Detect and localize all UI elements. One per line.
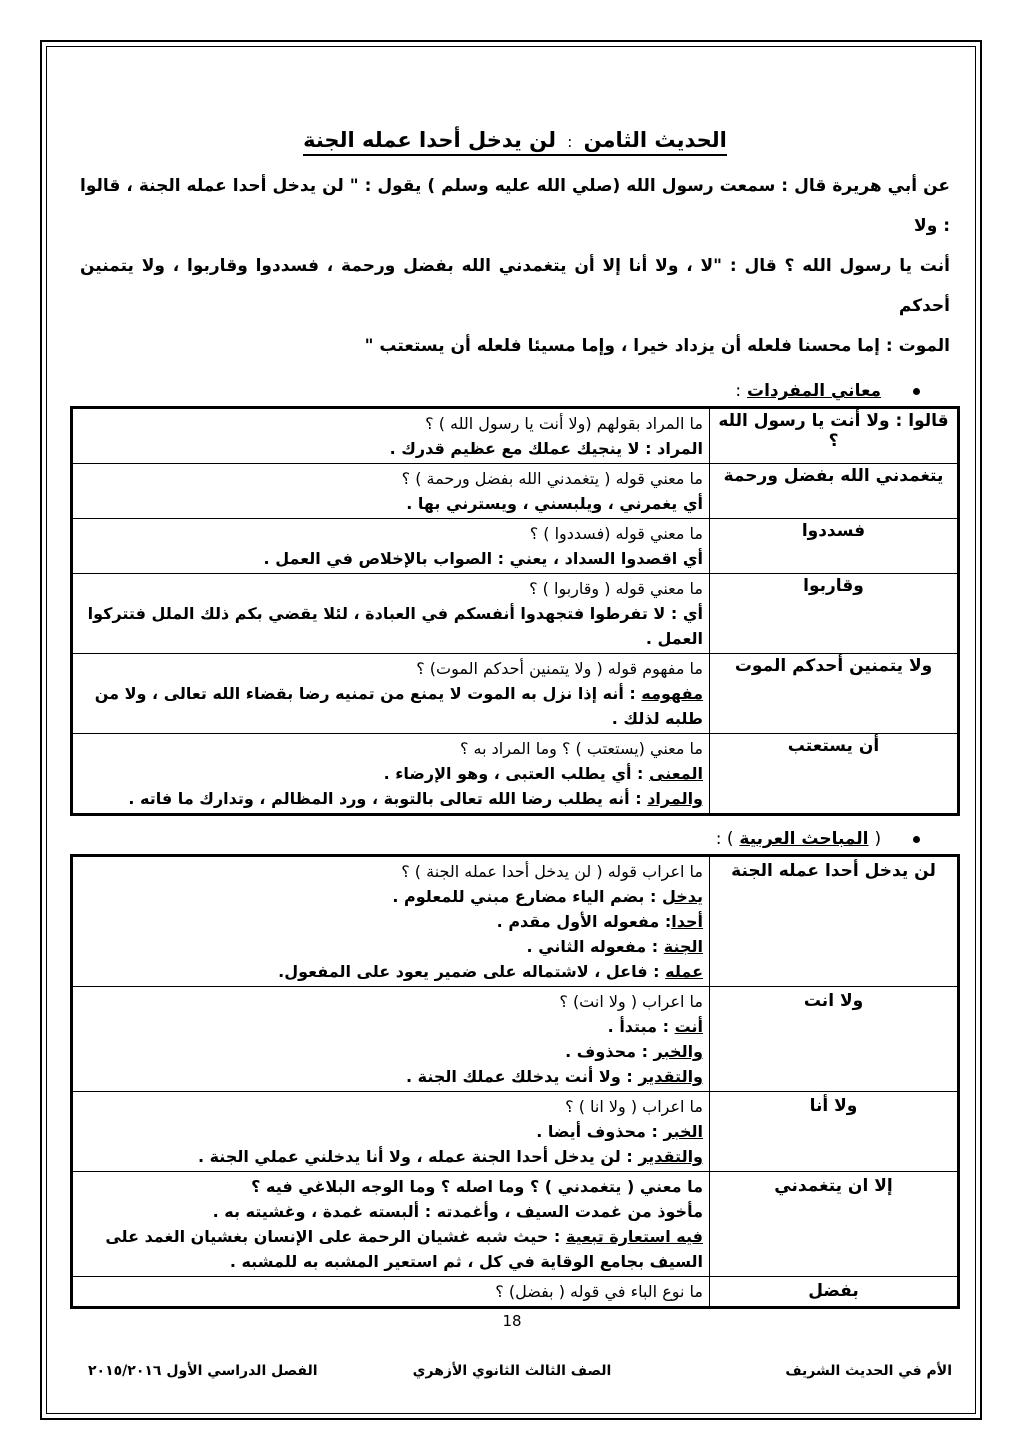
question-text: ما اعراب ( ولا انا ) ؟ bbox=[565, 1097, 703, 1116]
grammar-table-body bbox=[72, 856, 959, 1308]
section-grammar-heading bbox=[70, 828, 920, 850]
hadith-line-1: عن أبي هريرة قال : سمعت رسول الله (صلي الله عليه وسلم ) يقول : " لن يدخل أحدا عمله الجنة ، قالوا : ولا bbox=[80, 176, 950, 236]
answer-label: الخبر bbox=[663, 1122, 703, 1141]
term-cell: ولا انت bbox=[710, 987, 959, 1092]
explanation-cell bbox=[72, 734, 710, 815]
answer-label: والخبر bbox=[653, 1042, 703, 1061]
title-separator: : bbox=[567, 133, 573, 151]
table-row bbox=[72, 734, 959, 815]
explanation-cell bbox=[72, 408, 710, 464]
page-content bbox=[70, 120, 960, 1309]
term-cell: بفضل bbox=[710, 1277, 959, 1308]
table-row bbox=[72, 519, 959, 574]
answer-text: : مفعوله الثاني . bbox=[526, 937, 664, 956]
vocab-table-body bbox=[72, 408, 959, 815]
answer-label: والتقدير bbox=[638, 1067, 703, 1086]
answer-text: أي يغمرني ، ويلبسني ، ويسترني بها . bbox=[406, 494, 703, 513]
answer-text: : مفعوله الأول مقدم . bbox=[496, 912, 672, 931]
answer-line bbox=[79, 959, 703, 984]
answer-text: المراد : لا ينجيك عملك مع عظيم قدرك . bbox=[389, 439, 703, 458]
section-grammar-close: ) : bbox=[715, 829, 734, 849]
answer-line bbox=[79, 909, 703, 934]
question-text: ما معني قوله ( وقاربوا ) ؟ bbox=[529, 579, 703, 598]
explanation-cell bbox=[72, 1092, 710, 1172]
footer-center: الصف الثالث الثانوي الأزهري bbox=[412, 1363, 612, 1379]
section-vocab-heading bbox=[70, 380, 920, 402]
answer-text: : محذوف أيضا . bbox=[536, 1122, 664, 1141]
page-title bbox=[70, 128, 960, 152]
explanation-cell bbox=[72, 1277, 710, 1308]
term-cell: يتغمدني الله بفضل ورحمة bbox=[710, 464, 959, 519]
section-vocab-title: معاني المفردات bbox=[747, 381, 882, 401]
question-text: ما مفهوم قوله ( ولا يتمنين أحدكم الموت) ؟ bbox=[416, 659, 703, 678]
answer-label: أنت bbox=[674, 1017, 703, 1036]
answer-line bbox=[79, 761, 703, 786]
answer-text: : مبتدأ . bbox=[607, 1017, 675, 1036]
answer-line bbox=[79, 1199, 703, 1224]
table-row bbox=[72, 1172, 959, 1277]
explanation-cell bbox=[72, 464, 710, 519]
title-sub: لن يدخل أحدا عمله الجنة bbox=[303, 128, 556, 152]
hadith-line-2: أنت يا رسول الله ؟ قال : "لا ، ولا أنا إلا أن يتغمدني الله بفضل ورحمة ، فسددوا وقاربوا ، ولا يتمنين أحدكم bbox=[80, 256, 950, 316]
answer-text: : أنه يطلب رضا الله تعالى بالتوبة ، ورد المظالم ، وتدارك ما فاته . bbox=[128, 789, 648, 808]
term-cell: فسددوا bbox=[710, 519, 959, 574]
answer-line bbox=[79, 1014, 703, 1039]
section-grammar-title: المباحث العربية bbox=[739, 829, 869, 849]
question-text: ما اعراب قوله ( لن يدخل أحدا عمله الجنة ) ؟ bbox=[401, 862, 703, 881]
answer-line bbox=[79, 546, 703, 571]
answer-label: والتقدير bbox=[638, 1147, 703, 1166]
answer-line bbox=[79, 786, 703, 811]
question-text: ما نوع الباء في قوله ( بفضل) ؟ bbox=[495, 1282, 703, 1301]
answer-label: يدخل bbox=[661, 887, 703, 906]
answer-text: : أنه إذا نزل به الموت لا يمنع من تمنيه رضا بقضاء الله تعالى ، ولا من طلبه لذلك . bbox=[94, 684, 703, 728]
answer-text: : لن يدخل أحدا الجنة عمله ، ولا أنا يدخلني عملي الجنة . bbox=[197, 1147, 639, 1166]
grammar-table bbox=[70, 854, 960, 1309]
bullet-icon bbox=[913, 388, 920, 395]
hadith-text bbox=[70, 166, 960, 366]
question-text: ما معني قوله (فسددوا ) ؟ bbox=[529, 524, 703, 543]
table-row bbox=[72, 654, 959, 734]
table-row bbox=[72, 408, 959, 464]
term-cell: إلا ان يتغمدني bbox=[710, 1172, 959, 1277]
table-row bbox=[72, 1277, 959, 1308]
answer-line bbox=[79, 601, 703, 651]
explanation-cell bbox=[72, 987, 710, 1092]
explanation-cell bbox=[72, 654, 710, 734]
footer-right: الأم في الحديث الشريف bbox=[785, 1363, 952, 1379]
question-text: ما المراد بقولهم (ولا أنت يا رسول الله ) ؟ bbox=[425, 414, 703, 433]
term-cell: قالوا : ولا أنت يا رسول الله ؟ bbox=[710, 408, 959, 464]
answer-text: : محذوف . bbox=[565, 1042, 654, 1061]
vocab-table bbox=[70, 406, 960, 816]
page-number: 18 bbox=[502, 1312, 522, 1330]
answer-label: فيه استعارة تبعية bbox=[565, 1227, 703, 1246]
hadith-line-3: الموت : إما محسنا فلعله أن يزداد خيرا ، وإما مسيئا فلعله أن يستعتب " bbox=[364, 336, 950, 356]
answer-label: والمراد bbox=[647, 789, 703, 808]
section-grammar-open: ( bbox=[874, 829, 882, 849]
table-row bbox=[72, 464, 959, 519]
answer-label: المعنى bbox=[649, 764, 703, 783]
footer-left: الفصل الدراسي الأول ٢٠١٥/٢٠١٦ bbox=[88, 1363, 318, 1379]
answer-text: : بضم الياء مضارع مبني للمعلوم . bbox=[392, 887, 662, 906]
answer-line bbox=[79, 1224, 703, 1274]
question-text: ما معني قوله ( يتغمدني الله بفضل ورحمة ) ؟ bbox=[401, 469, 703, 488]
answer-label: أحدا bbox=[671, 912, 703, 931]
question-text: ما معني ( يتغمدني ) ؟ وما اصله ؟ وما الوجه البلاغي فيه ؟ bbox=[251, 1177, 703, 1196]
answer-text: أي اقصدوا السداد ، يعني : الصواب بالإخلاص في العمل . bbox=[263, 549, 703, 568]
answer-line bbox=[79, 681, 703, 731]
answer-label: الجنة bbox=[663, 937, 703, 956]
answer-line bbox=[79, 1039, 703, 1064]
title-main: الحديث الثامن bbox=[583, 128, 727, 152]
answer-line bbox=[79, 1064, 703, 1089]
answer-line bbox=[79, 884, 703, 909]
term-cell: وقاربوا bbox=[710, 574, 959, 654]
answer-text: : حيث شبه غشيان الرحمة على الإنسان بغشيان الغمد على السيف بجامع الوقاية في كل ، ثم استعير المشبه به للمشبه . bbox=[105, 1227, 703, 1271]
explanation-cell bbox=[72, 1172, 710, 1277]
term-cell: لن يدخل أحدا عمله الجنة bbox=[710, 856, 959, 987]
answer-line bbox=[79, 1119, 703, 1144]
question-text: ما اعراب ( ولا انت) ؟ bbox=[559, 992, 703, 1011]
explanation-cell bbox=[72, 519, 710, 574]
table-row bbox=[72, 856, 959, 987]
explanation-cell bbox=[72, 856, 710, 987]
answer-line bbox=[79, 491, 703, 516]
answer-text: مأخوذ من غمدت السيف ، وأغمدته : ألبسته غمدة ، وغشيته به . bbox=[212, 1202, 703, 1221]
term-cell: ولا أنا bbox=[710, 1092, 959, 1172]
table-row bbox=[72, 574, 959, 654]
term-cell: ولا يتمنين أحدكم الموت bbox=[710, 654, 959, 734]
term-cell: أن يستعتب bbox=[710, 734, 959, 815]
answer-text: أي : لا تفرطوا فتجهدوا أنفسكم في العبادة ، لئلا يقضي بكم ذلك الملل فتتركوا العمل . bbox=[87, 604, 703, 648]
explanation-cell bbox=[72, 574, 710, 654]
answer-line bbox=[79, 1144, 703, 1169]
bullet-icon bbox=[913, 836, 920, 843]
question-text: ما معني (يستعتب ) ؟ وما المراد به ؟ bbox=[459, 739, 703, 758]
answer-text: : ولا أنت يدخلك عملك الجنة . bbox=[406, 1067, 639, 1086]
answer-text: : أي يطلب العتبى ، وهو الإرضاء . bbox=[383, 764, 650, 783]
table-row bbox=[72, 987, 959, 1092]
table-row bbox=[72, 1092, 959, 1172]
answer-line bbox=[79, 436, 703, 461]
answer-label: مفهومه bbox=[641, 684, 703, 703]
answer-line bbox=[79, 934, 703, 959]
section-vocab-colon: : bbox=[735, 381, 742, 401]
answer-text: : فاعل ، لاشتماله على ضمير يعود على المفعول. bbox=[278, 962, 666, 981]
answer-label: عمله bbox=[665, 962, 703, 981]
